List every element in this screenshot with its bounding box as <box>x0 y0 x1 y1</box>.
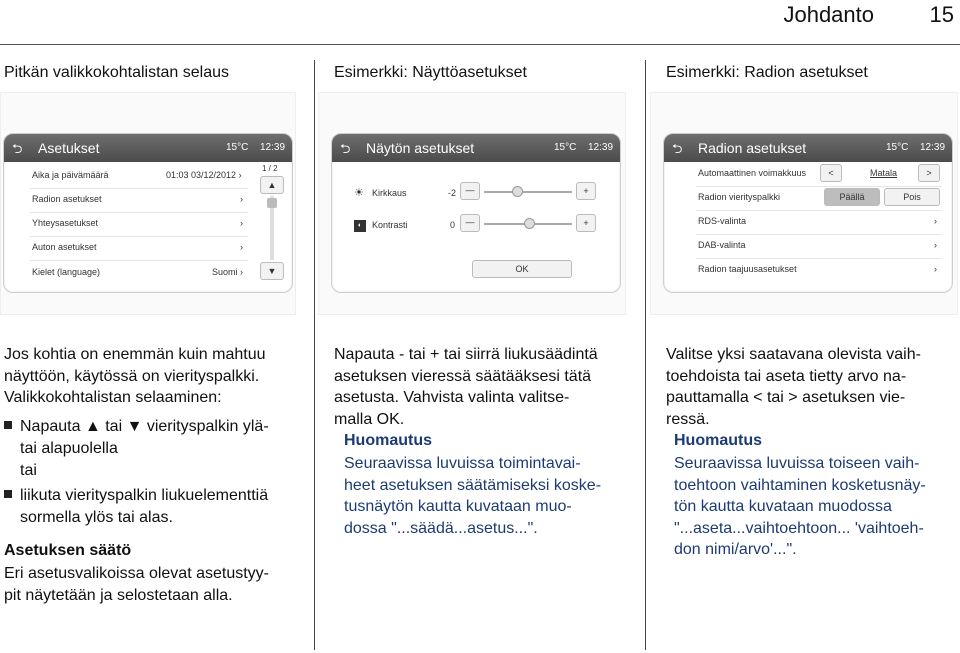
off-button[interactable]: Pois <box>884 188 940 206</box>
clock: 12:39 <box>260 142 286 153</box>
note-heading: Huomautus <box>344 432 432 449</box>
col2-title: Esimerkki: Näyttöasetukset <box>334 64 527 81</box>
scroll-down-button[interactable]: ▼ <box>260 262 284 280</box>
slider-track[interactable] <box>484 191 572 193</box>
display-screen <box>331 133 621 293</box>
text-line: Napauta - tai + tai siirrä liukusäädintä <box>334 346 598 363</box>
bullet-square <box>4 421 12 429</box>
text-line: toehdoista tai aseta tietty arvo na- <box>666 367 907 385</box>
menu-item-value: Suomi › <box>212 267 244 277</box>
screenshot-radio-settings <box>650 92 958 315</box>
menu-item[interactable]: Radion asetukset <box>32 194 102 204</box>
menu-item-value: 01:03 03/12/2012 › <box>166 170 242 180</box>
note-line: don nimi/arvo'...". <box>674 541 797 558</box>
column-divider-1 <box>314 60 315 650</box>
clock: 12:39 <box>588 142 614 153</box>
menu-item[interactable]: Kielet (language) <box>32 267 101 277</box>
clock: 12:39 <box>920 142 946 153</box>
radio-screen <box>663 133 953 293</box>
note-line: dossa "...säädä...asetus...". <box>344 519 538 537</box>
temperature: 15°C <box>554 142 577 153</box>
menu-item[interactable]: RDS-valinta <box>698 216 747 226</box>
note-body <box>344 453 636 539</box>
plus-button[interactable]: + <box>576 182 596 200</box>
col1-title: Pitkän valikkokohtalistan selaus <box>4 64 230 81</box>
bullet-text: liikuta vierityspalkin liukuelementtiä <box>20 487 269 504</box>
note-line: Seuraavissa luvuissa toiseen vaih- <box>674 455 920 472</box>
text-line: malla OK. <box>334 410 405 428</box>
note-line: Seuraavissa luvuissa toimintavai- <box>344 455 581 472</box>
temperature: 15°C <box>886 142 909 153</box>
divider <box>696 234 942 235</box>
divider <box>30 188 248 189</box>
setting-value: -2 <box>448 188 457 198</box>
divider <box>30 236 248 237</box>
note-body <box>674 453 956 561</box>
menu-item[interactable]: Aika ja päivämäärä <box>32 170 109 180</box>
text-line: ressä. <box>666 410 710 428</box>
col1-intro <box>4 344 304 409</box>
temperature: 15°C <box>226 142 249 153</box>
note-line: tön kautta kuvataan muodossa <box>674 498 892 515</box>
bullet-item <box>4 485 304 528</box>
contrast-icon: ◐ <box>354 220 366 232</box>
note-heading: Huomautus <box>674 432 762 449</box>
divider <box>30 260 248 261</box>
minus-button[interactable]: — <box>460 214 480 232</box>
setting-label: Kontrasti <box>372 220 408 230</box>
slider-knob[interactable] <box>524 218 535 229</box>
menu-item[interactable]: Auton asetukset <box>32 242 97 252</box>
bullet-text: sormella ylös tai alas. <box>20 508 173 526</box>
plus-button[interactable]: + <box>576 214 596 232</box>
next-option-button[interactable]: > <box>918 164 940 182</box>
menu-item: Radion vierityspalkki <box>698 192 781 202</box>
text-line: Jos kohtia on enemmän kuin mahtuu <box>4 346 266 363</box>
note-line: heet asetuksen säätämiseksi koske- <box>344 476 602 494</box>
col1-text2 <box>4 563 304 606</box>
menu-item-chevron: › <box>934 216 937 226</box>
divider <box>696 258 942 259</box>
text-line: pauttamalla < tai > asetuksen vie- <box>666 389 906 406</box>
ok-button[interactable]: OK <box>472 260 572 278</box>
divider <box>30 212 248 213</box>
col3-text <box>666 344 956 430</box>
setting-value: 0 <box>450 220 456 230</box>
col2-text <box>334 344 634 430</box>
note-line: toehtoon vaihtaminen kosketusnäy- <box>674 476 926 494</box>
previous-option-button[interactable]: < <box>820 164 842 182</box>
scrollbar-slider[interactable] <box>267 198 277 208</box>
menu-item: Automaattinen voimakkuus <box>698 168 807 178</box>
sun-icon: ☀ <box>354 187 364 199</box>
text-line: Valitse yksi saatavana olevista vaih- <box>666 346 921 363</box>
bullet-item <box>4 416 304 459</box>
bullet-text: tai alapuolella <box>20 439 118 457</box>
menu-item-value: › <box>240 242 243 252</box>
screenshot-settings <box>0 92 296 315</box>
section-heading: Asetuksen säätö <box>4 542 132 559</box>
page-number: 15 <box>929 2 954 27</box>
divider <box>696 186 942 187</box>
radio-title-bar <box>664 134 952 162</box>
text-line: näyttöön, käytössä on vierityspalkki. <box>4 367 260 385</box>
on-button[interactable]: Päällä <box>824 188 880 206</box>
col3-title: Esimerkki: Radion asetukset <box>666 64 868 81</box>
setting-label: Kirkkaus <box>372 188 407 198</box>
slider-knob[interactable] <box>512 186 523 197</box>
page-indicator: 1 / 2 <box>262 164 278 173</box>
menu-item-value: › <box>240 218 243 228</box>
bullet-text: Napauta ▲ tai ▼ vierityspalkin ylä- <box>20 418 269 435</box>
divider <box>696 210 942 211</box>
back-icon[interactable]: ⮌ <box>12 141 23 156</box>
text-line: Eri asetusvalikoissa olevat asetustyy- <box>4 565 269 582</box>
menu-item[interactable]: DAB-valinta <box>698 240 746 250</box>
menu-item[interactable]: Yhteysasetukset <box>32 218 99 228</box>
chapter-title: Johdanto <box>783 2 874 27</box>
back-icon[interactable]: ⮌ <box>672 141 683 156</box>
scroll-up-button[interactable]: ▲ <box>260 176 284 194</box>
minus-button[interactable]: — <box>460 182 480 200</box>
screen-title: Asetukset <box>38 140 100 156</box>
menu-item-chevron: › <box>934 240 937 250</box>
menu-item[interactable]: Radion taajuusasetukset <box>698 264 797 274</box>
text-line: asetusta. Vahvista valinta valitse- <box>334 389 570 406</box>
option-value: Matala <box>870 168 898 178</box>
text-line: pit näytetään ja selostetaan alla. <box>4 586 233 604</box>
or-text: tai <box>20 462 37 479</box>
menu-item-value: › <box>240 194 243 204</box>
header-rule <box>0 44 960 45</box>
column-divider-2 <box>645 60 646 650</box>
bullet-square <box>4 490 12 498</box>
text-line: Valikkokohtalistan selaaminen: <box>4 389 222 406</box>
display-title-bar <box>332 134 620 162</box>
settings-screen <box>3 133 293 293</box>
screen-title: Näytön asetukset <box>366 140 475 156</box>
note-line: "...aseta...vaihtoehtoon... 'vaihtoeh- <box>674 519 924 537</box>
settings-title-bar <box>4 134 292 162</box>
back-icon[interactable]: ⮌ <box>340 141 351 156</box>
screen-title: Radion asetukset <box>698 140 807 156</box>
menu-item-chevron: › <box>934 264 937 274</box>
text-line: asetuksen vieressä säätääksesi tätä <box>334 367 592 385</box>
note-line: tusnäytön kautta kuvataan muo- <box>344 498 572 515</box>
screenshot-display-settings <box>318 92 626 315</box>
